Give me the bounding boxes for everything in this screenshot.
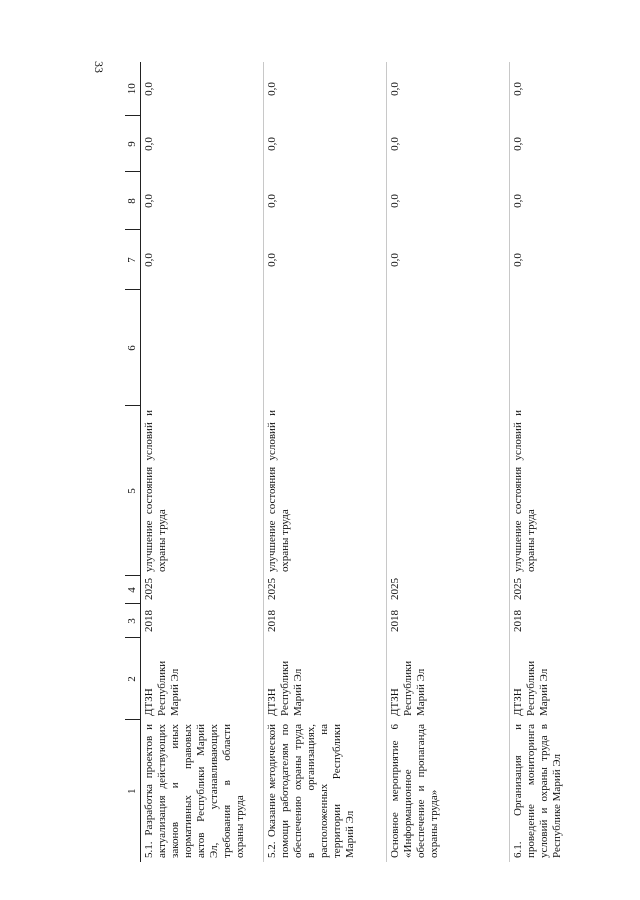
value-cell-8: 0,0	[387, 172, 510, 230]
table-row	[387, 62, 510, 862]
column-header-8: 8	[125, 172, 141, 230]
value-cell-10: 0,0	[143, 82, 155, 96]
result-cell	[387, 406, 510, 576]
value-cell-10: 0,0	[510, 62, 633, 116]
rotated-table-container	[125, 62, 620, 862]
executor-cell: ДТЗН Республики Марий Эл	[143, 660, 181, 716]
column-header-9: 9	[125, 116, 141, 172]
value-cell-9: 0,0	[143, 137, 155, 151]
column-header-3: 3	[125, 604, 141, 638]
column-header-4: 4	[125, 576, 141, 604]
value-cell-8: 0,0	[510, 172, 633, 230]
result-cell: улучшение состояния условий и охраны труда	[264, 406, 387, 576]
activity-name-cell: Основное мероприятие 6 «Информационное обеспечение и пропаганда охраны труда»	[387, 720, 510, 862]
start-year-cell: 2018	[387, 604, 510, 638]
end-year-cell: 2025	[264, 576, 387, 604]
executor-cell: ДТЗН Республики Марий Эл	[510, 638, 633, 720]
end-year-cell: 2025	[510, 576, 633, 604]
activity-name-cell: 5.1. Разработка проектов и актуализация действующих законов и иных нормативных правовых актов Республики Марий Эл, устанавливающих требования в области охраны труда	[143, 724, 246, 858]
value-cell-7: 0,0	[387, 230, 510, 290]
value-cell-7: 0,0	[143, 253, 155, 267]
value-cell-8: 0,0	[143, 194, 155, 208]
result-cell: улучшение состояния условий и охраны труда	[510, 406, 633, 576]
result-cell: улучшение состояния условий и охраны труда	[143, 410, 168, 572]
column-header-2: 2	[125, 638, 141, 720]
value-cell-7: 0,0	[264, 230, 387, 290]
value-cell-10: 0,0	[387, 62, 510, 116]
end-year-cell: 2025	[143, 578, 155, 600]
indicator-cell	[264, 290, 387, 406]
column-header-5: 5	[125, 406, 141, 576]
table-row	[264, 62, 387, 862]
table-row	[141, 62, 264, 862]
column-header-7: 7	[125, 230, 141, 290]
executor-cell: ДТЗН Республики Марий Эл	[387, 638, 510, 720]
activity-name-cell: 6.1. Организация и проведение мониторинга условий и охраны труда в Республике Марий Эл	[510, 720, 633, 862]
column-header-10: 10	[125, 62, 141, 116]
start-year-cell: 2018	[510, 604, 633, 638]
program-activities-table	[125, 62, 632, 862]
executor-cell: ДТЗН Республики Марий Эл	[264, 638, 387, 720]
value-cell-9: 0,0	[264, 116, 387, 172]
indicator-cell	[387, 290, 510, 406]
page-number: 33	[92, 61, 106, 73]
value-cell-10: 0,0	[264, 62, 387, 116]
column-header-6: 6	[125, 290, 141, 406]
table-row	[510, 62, 633, 862]
end-year-cell: 2025	[387, 576, 510, 604]
indicator-cell	[141, 290, 264, 406]
header-row	[125, 62, 141, 862]
column-header-1: 1	[125, 720, 141, 862]
start-year-cell: 2018	[143, 610, 155, 632]
indicator-cell	[510, 290, 633, 406]
start-year-cell: 2018	[264, 604, 387, 638]
value-cell-9: 0,0	[510, 116, 633, 172]
value-cell-9: 0,0	[387, 116, 510, 172]
activity-name-cell: 5.2. Оказание методической помощи работодателям по обеспечению охраны труда в организациях, расположенных на территории Республики Марий Эл	[264, 720, 387, 862]
value-cell-7: 0,0	[510, 230, 633, 290]
value-cell-8: 0,0	[264, 172, 387, 230]
